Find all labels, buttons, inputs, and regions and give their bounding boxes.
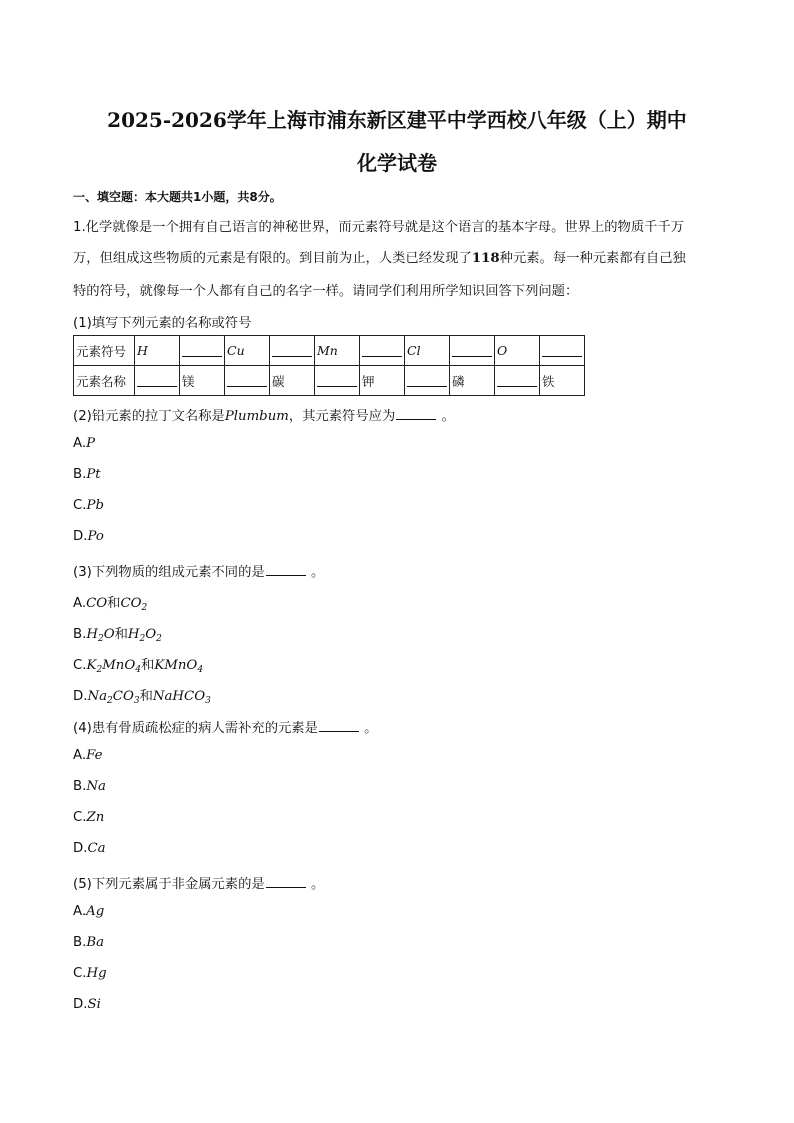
q3-stem <box>73 561 324 580</box>
answer-blank[interactable] <box>319 719 359 732</box>
table-row <box>74 366 585 396</box>
q5-text: 。 <box>310 877 325 892</box>
formula-co: CO <box>86 596 108 611</box>
q2-text: ，其元素符号应为 <box>288 409 396 424</box>
option-a[interactable] <box>73 904 104 919</box>
option-d[interactable] <box>73 841 106 856</box>
formula-h2o2: $H_2O_2$ <box>127 627 162 644</box>
option-value: Hg <box>86 966 107 981</box>
option-letter: A. <box>73 904 87 919</box>
option-letter: C. <box>73 658 87 673</box>
option-d[interactable] <box>73 529 104 544</box>
intro-line1: 1.化学就像是一个拥有自己语言的神秘世界，而元素符号就是这个语言的基本字母。世界上的物质千千万 <box>73 220 685 235</box>
and-text: 和 <box>107 596 121 611</box>
option-letter: C. <box>73 966 87 981</box>
formula-kmno4: KMnO$_4$ <box>154 658 204 675</box>
q1-stem: (1)填写下列元素的名称或符号 <box>73 316 252 331</box>
element-name: 磷 <box>450 366 495 396</box>
answer-blank[interactable] <box>225 366 270 396</box>
and-text: 和 <box>141 658 155 673</box>
option-a[interactable] <box>73 592 147 613</box>
answer-blank[interactable] <box>266 563 306 576</box>
exam-title-line2: 化学试卷 <box>357 151 437 175</box>
q4-stem <box>73 717 377 736</box>
option-value: Pt <box>86 467 101 482</box>
option-b[interactable] <box>73 623 162 644</box>
option-value: Na <box>86 779 106 794</box>
element-symbol: H <box>135 336 180 366</box>
option-value: Ag <box>86 904 105 919</box>
intro-text: 万，但组成这些物质的元素是有限的。到目前为止，人类已经发现了 <box>73 251 472 266</box>
option-letter: B. <box>73 779 87 794</box>
answer-blank[interactable] <box>315 366 360 396</box>
option-c[interactable] <box>73 498 104 513</box>
option-value: Po <box>87 529 104 544</box>
latin-name: Plumbum <box>224 409 289 424</box>
option-letter: C. <box>73 498 87 513</box>
and-text: 和 <box>139 689 153 704</box>
table-row-header: 元素符号 <box>74 336 135 366</box>
option-letter: A. <box>73 596 87 611</box>
q2-text: 。 <box>441 409 455 424</box>
q3-text: 。 <box>310 565 325 580</box>
exam-title-line1: 2025-2026学年上海市浦东新区建平中学西校八年级（上）期中 <box>107 108 687 132</box>
answer-blank[interactable] <box>266 875 306 888</box>
option-value: Si <box>87 997 101 1012</box>
option-value: Pb <box>86 498 104 513</box>
option-c[interactable] <box>73 654 203 675</box>
option-letter: B. <box>73 935 87 950</box>
answer-blank[interactable] <box>135 366 180 396</box>
element-symbol: O <box>495 336 540 366</box>
option-letter: D. <box>73 997 88 1012</box>
q4-text: (4)患有骨质疏松症的病人需补充的元素是 <box>73 721 318 736</box>
answer-blank[interactable] <box>396 407 436 420</box>
option-letter: D. <box>73 689 88 704</box>
option-b[interactable] <box>73 779 106 794</box>
option-value: Ca <box>87 841 106 856</box>
q2-text: (2)铅元素的拉丁文名称是 <box>73 409 225 424</box>
intro-line3: 特的符号，就像每一个人都有自己的名字一样。请同学们利用所学知识回答下列问题： <box>73 284 579 299</box>
element-table <box>73 335 585 396</box>
section-header: 一、填空题：本大题共1小题，共8分。 <box>73 190 282 204</box>
option-b[interactable] <box>73 467 101 482</box>
formula-na2co3: $Na_2CO_3$ <box>87 689 140 706</box>
option-a[interactable] <box>73 748 102 763</box>
answer-blank[interactable] <box>540 336 585 366</box>
formula-k2mno4: $K_2MnO_4$ <box>86 658 142 675</box>
option-value: P <box>86 436 96 451</box>
option-letter: D. <box>73 529 88 544</box>
and-text: 和 <box>114 627 128 642</box>
element-symbol: Cl <box>405 336 450 366</box>
option-letter: B. <box>73 627 87 642</box>
answer-blank[interactable] <box>270 336 315 366</box>
answer-blank[interactable] <box>360 336 405 366</box>
option-letter: A. <box>73 436 87 451</box>
q4-text: 。 <box>364 721 378 736</box>
option-letter: D. <box>73 841 88 856</box>
answer-blank[interactable] <box>495 366 540 396</box>
option-d[interactable] <box>73 997 101 1012</box>
table-row-header: 元素名称 <box>74 366 135 396</box>
element-name: 钾 <box>360 366 405 396</box>
table-row <box>74 336 585 366</box>
intro-text: 种元素。每一种元素都有自己独 <box>499 251 686 266</box>
option-value: Ba <box>86 935 105 950</box>
option-a[interactable] <box>73 436 95 451</box>
q5-stem <box>73 873 324 892</box>
formula-h2o: $H_2O$ <box>86 627 115 644</box>
formula-nahco3: NaHCO$_3$ <box>152 689 211 706</box>
option-letter: B. <box>73 467 87 482</box>
option-value: Fe <box>86 748 103 763</box>
intro-line2 <box>73 247 686 266</box>
answer-blank[interactable] <box>450 336 495 366</box>
q2-stem <box>73 405 455 424</box>
q3-text: (3)下列物质的组成元素不同的是 <box>73 565 265 580</box>
option-d[interactable] <box>73 685 211 706</box>
element-name: 镁 <box>180 366 225 396</box>
q5-text: (5)下列元素属于非金属元素的是 <box>73 877 265 892</box>
element-symbol: Cu <box>225 336 270 366</box>
option-letter: C. <box>73 810 87 825</box>
element-symbol: Mn <box>315 336 360 366</box>
option-letter: A. <box>73 748 87 763</box>
option-c[interactable] <box>73 810 104 825</box>
formula-co2: $CO_2$ <box>120 596 148 613</box>
answer-blank[interactable] <box>180 336 225 366</box>
element-name: 铁 <box>540 366 585 396</box>
element-name: 碳 <box>270 366 315 396</box>
option-c[interactable] <box>73 966 107 981</box>
option-b[interactable] <box>73 935 104 950</box>
option-value: Zn <box>86 810 105 825</box>
answer-blank[interactable] <box>405 366 450 396</box>
element-count: 118 <box>471 251 500 266</box>
